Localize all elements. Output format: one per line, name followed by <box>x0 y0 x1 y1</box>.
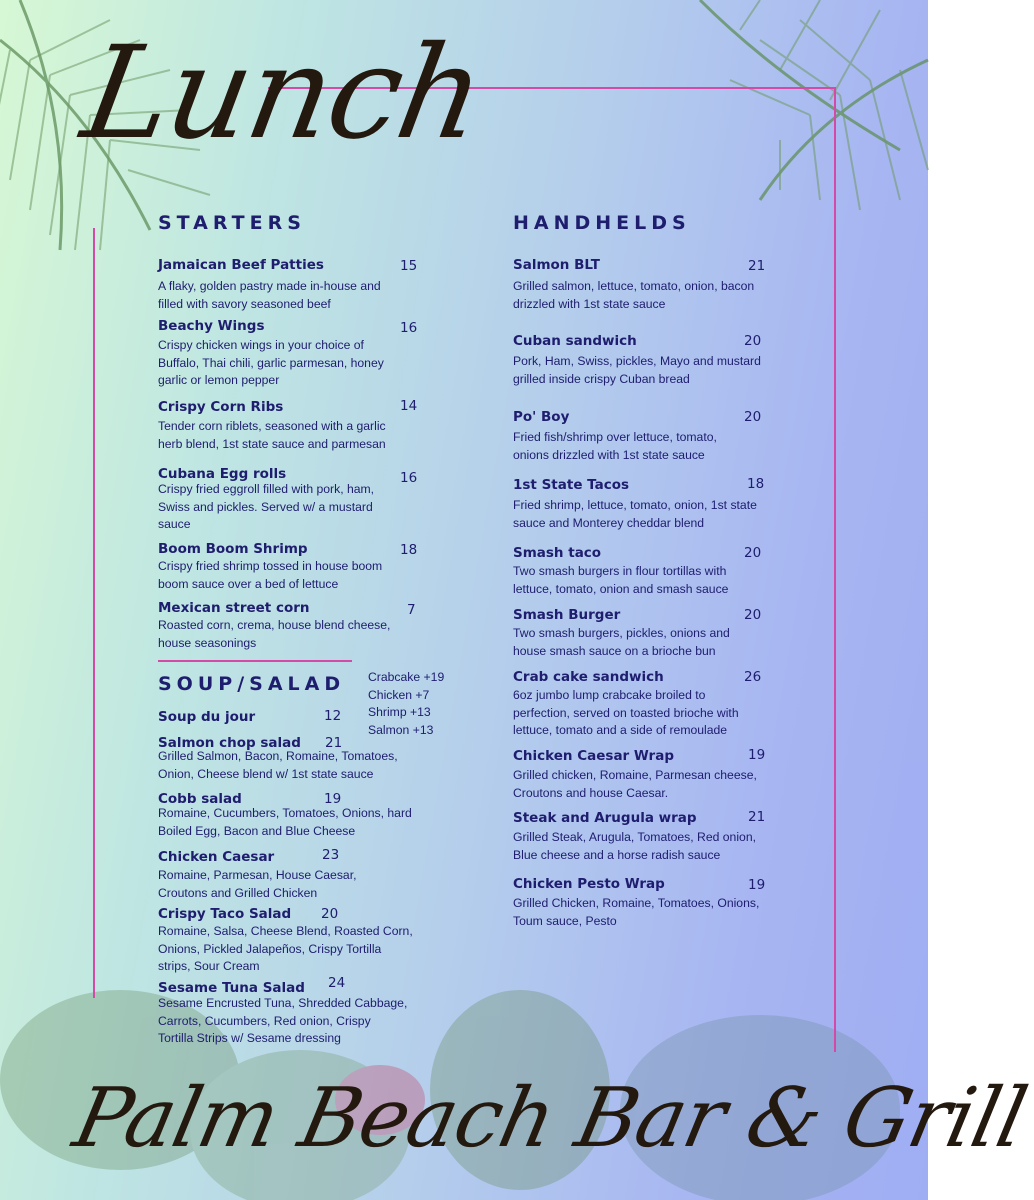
starters-heading: STARTERS <box>158 212 306 234</box>
frame-right-line <box>834 87 836 1052</box>
item-description: Romaine, Parmesan, House Caesar, Croutons and Grilled Chicken <box>158 868 357 900</box>
item-description: Romaine, Salsa, Cheese Blend, Roasted Corn, Onions, Pickled Jalapeños, Crispy Tortilla strips, Sour Cream <box>158 924 413 973</box>
item-price: 20 <box>744 409 762 425</box>
item-price: 7 <box>407 602 416 618</box>
item-name: Boom Boom Shrimp <box>158 541 308 557</box>
item-name: Chicken Caesar <box>158 849 275 865</box>
item-name: Smash taco <box>513 545 602 561</box>
item-price: 19 <box>748 747 766 763</box>
item-name: Crispy Taco Salad <box>158 906 292 922</box>
item-price: 20 <box>744 545 762 561</box>
item-price: 16 <box>400 320 418 336</box>
item-price: 20 <box>744 607 762 623</box>
handhelds-heading: HANDHELDS <box>513 212 691 234</box>
item-price: 18 <box>400 542 418 558</box>
item-name: Crispy Corn Ribs <box>158 399 284 415</box>
item-price: 18 <box>747 476 765 492</box>
item-name: Smash Burger <box>513 607 621 623</box>
item-price: 20 <box>321 906 339 922</box>
item-description: Grilled chicken, Romaine, Parmesan cheese, Croutons and house Caesar. <box>513 768 757 800</box>
item-name: 1st State Tacos <box>513 477 630 493</box>
item-name: Cuban sandwich <box>513 333 637 349</box>
item-price: 23 <box>322 847 340 863</box>
item-name: Sesame Tuna Salad <box>158 980 305 996</box>
item-description: Tender corn riblets, seasoned with a garlic herb blend, 1st state sauce and parmesan <box>158 419 386 451</box>
item-description: Crispy fried eggroll filled with pork, ham, Swiss and pickles. Served w/ a mustard sauce <box>158 482 375 531</box>
menu-title: Lunch <box>72 19 494 168</box>
item-description: Fried fish/shrimp over lettuce, tomato, onions drizzled with 1st state sauce <box>513 430 717 462</box>
addon-item: Salmon +13 <box>368 722 434 737</box>
item-name: Beachy Wings <box>158 318 265 334</box>
addon-item: Chicken +7 <box>368 687 430 702</box>
item-description: Grilled salmon, lettuce, tomato, onion, bacon drizzled with 1st state sauce <box>513 279 755 311</box>
item-description: Grilled Steak, Arugula, Tomatoes, Red onion, Blue cheese and a horse radish sauce <box>513 830 756 862</box>
item-description: Grilled Chicken, Romaine, Tomatoes, Onions, Toum sauce, Pesto <box>513 896 760 928</box>
item-name: Chicken Caesar Wrap <box>513 748 674 764</box>
restaurant-brand: Palm Beach Bar & Grill <box>66 1071 1034 1166</box>
item-description: Fried shrimp, lettuce, tomato, onion, 1st state sauce and Monterey cheddar blend <box>513 498 757 530</box>
item-description: Grilled Salmon, Bacon, Romaine, Tomatoes, Onion, Cheese blend w/ 1st state sauce <box>158 749 398 781</box>
item-price: 21 <box>325 735 343 751</box>
item-description: Two smash burgers, pickles, onions and house smash sauce on a brioche bun <box>513 626 730 658</box>
item-description: Romaine, Cucumbers, Tomatoes, Onions, hard Boiled Egg, Bacon and Blue Cheese <box>158 806 412 838</box>
item-name: Mexican street corn <box>158 600 310 616</box>
item-price: 21 <box>748 809 766 825</box>
item-price: 14 <box>400 398 418 414</box>
item-description: Roasted corn, crema, house blend cheese, house seasonings <box>158 618 391 650</box>
item-description: A flaky, golden pastry made in-house and filled with savory seasoned beef <box>158 279 381 311</box>
item-price: 20 <box>744 333 762 349</box>
item-description: Sesame Encrusted Tuna, Shredded Cabbage, Carrots, Cucumbers, Red onion, Crispy Tortilla Strips w/ Sesame dressing <box>158 996 408 1045</box>
item-name: Cobb salad <box>158 791 242 807</box>
item-name: Po' Boy <box>513 409 570 425</box>
item-name: Jamaican Beef Patties <box>158 257 324 273</box>
item-description: Two smash burgers in flour tortillas with lettuce, tomato, onion and smash sauce <box>513 564 729 596</box>
soup-salad-heading: SOUP/SALAD <box>158 673 346 695</box>
addon-item: Crabcake +19 <box>368 670 445 684</box>
item-name: Steak and Arugula wrap <box>513 810 697 826</box>
item-name: Salmon chop salad <box>158 735 301 751</box>
item-description: 6oz jumbo lump crabcake broiled to perfection, served on toasted brioche with lettuce, tomato and a side of remoulade <box>513 688 739 737</box>
item-name: Cubana Egg rolls <box>158 466 287 482</box>
item-price: 21 <box>748 258 766 274</box>
item-price: 16 <box>400 470 418 486</box>
frame-left-line <box>93 228 95 998</box>
item-price: 19 <box>324 791 342 807</box>
item-price: 26 <box>744 669 762 685</box>
item-name: Crab cake sandwich <box>513 669 664 685</box>
item-name: Soup du jour <box>158 709 256 725</box>
addon-item: Shrimp +13 <box>368 705 431 719</box>
item-price: 12 <box>324 708 342 724</box>
item-price: 19 <box>748 877 766 893</box>
item-description: Pork, Ham, Swiss, pickles, Mayo and mustard grilled inside crispy Cuban bread <box>513 354 761 386</box>
item-description: Crispy fried shrimp tossed in house boom boom sauce over a bed of lettuce <box>158 559 383 591</box>
item-price: 15 <box>400 258 418 274</box>
salad-addons-list <box>368 669 444 739</box>
item-price: 24 <box>328 975 346 991</box>
section-divider <box>158 660 352 662</box>
item-description: Crispy chicken wings in your choice of Buffalo, Thai chili, garlic parmesan, honey garlic or lemon pepper <box>158 338 384 387</box>
item-name: Chicken Pesto Wrap <box>513 876 665 892</box>
item-name: Salmon BLT <box>513 257 600 273</box>
